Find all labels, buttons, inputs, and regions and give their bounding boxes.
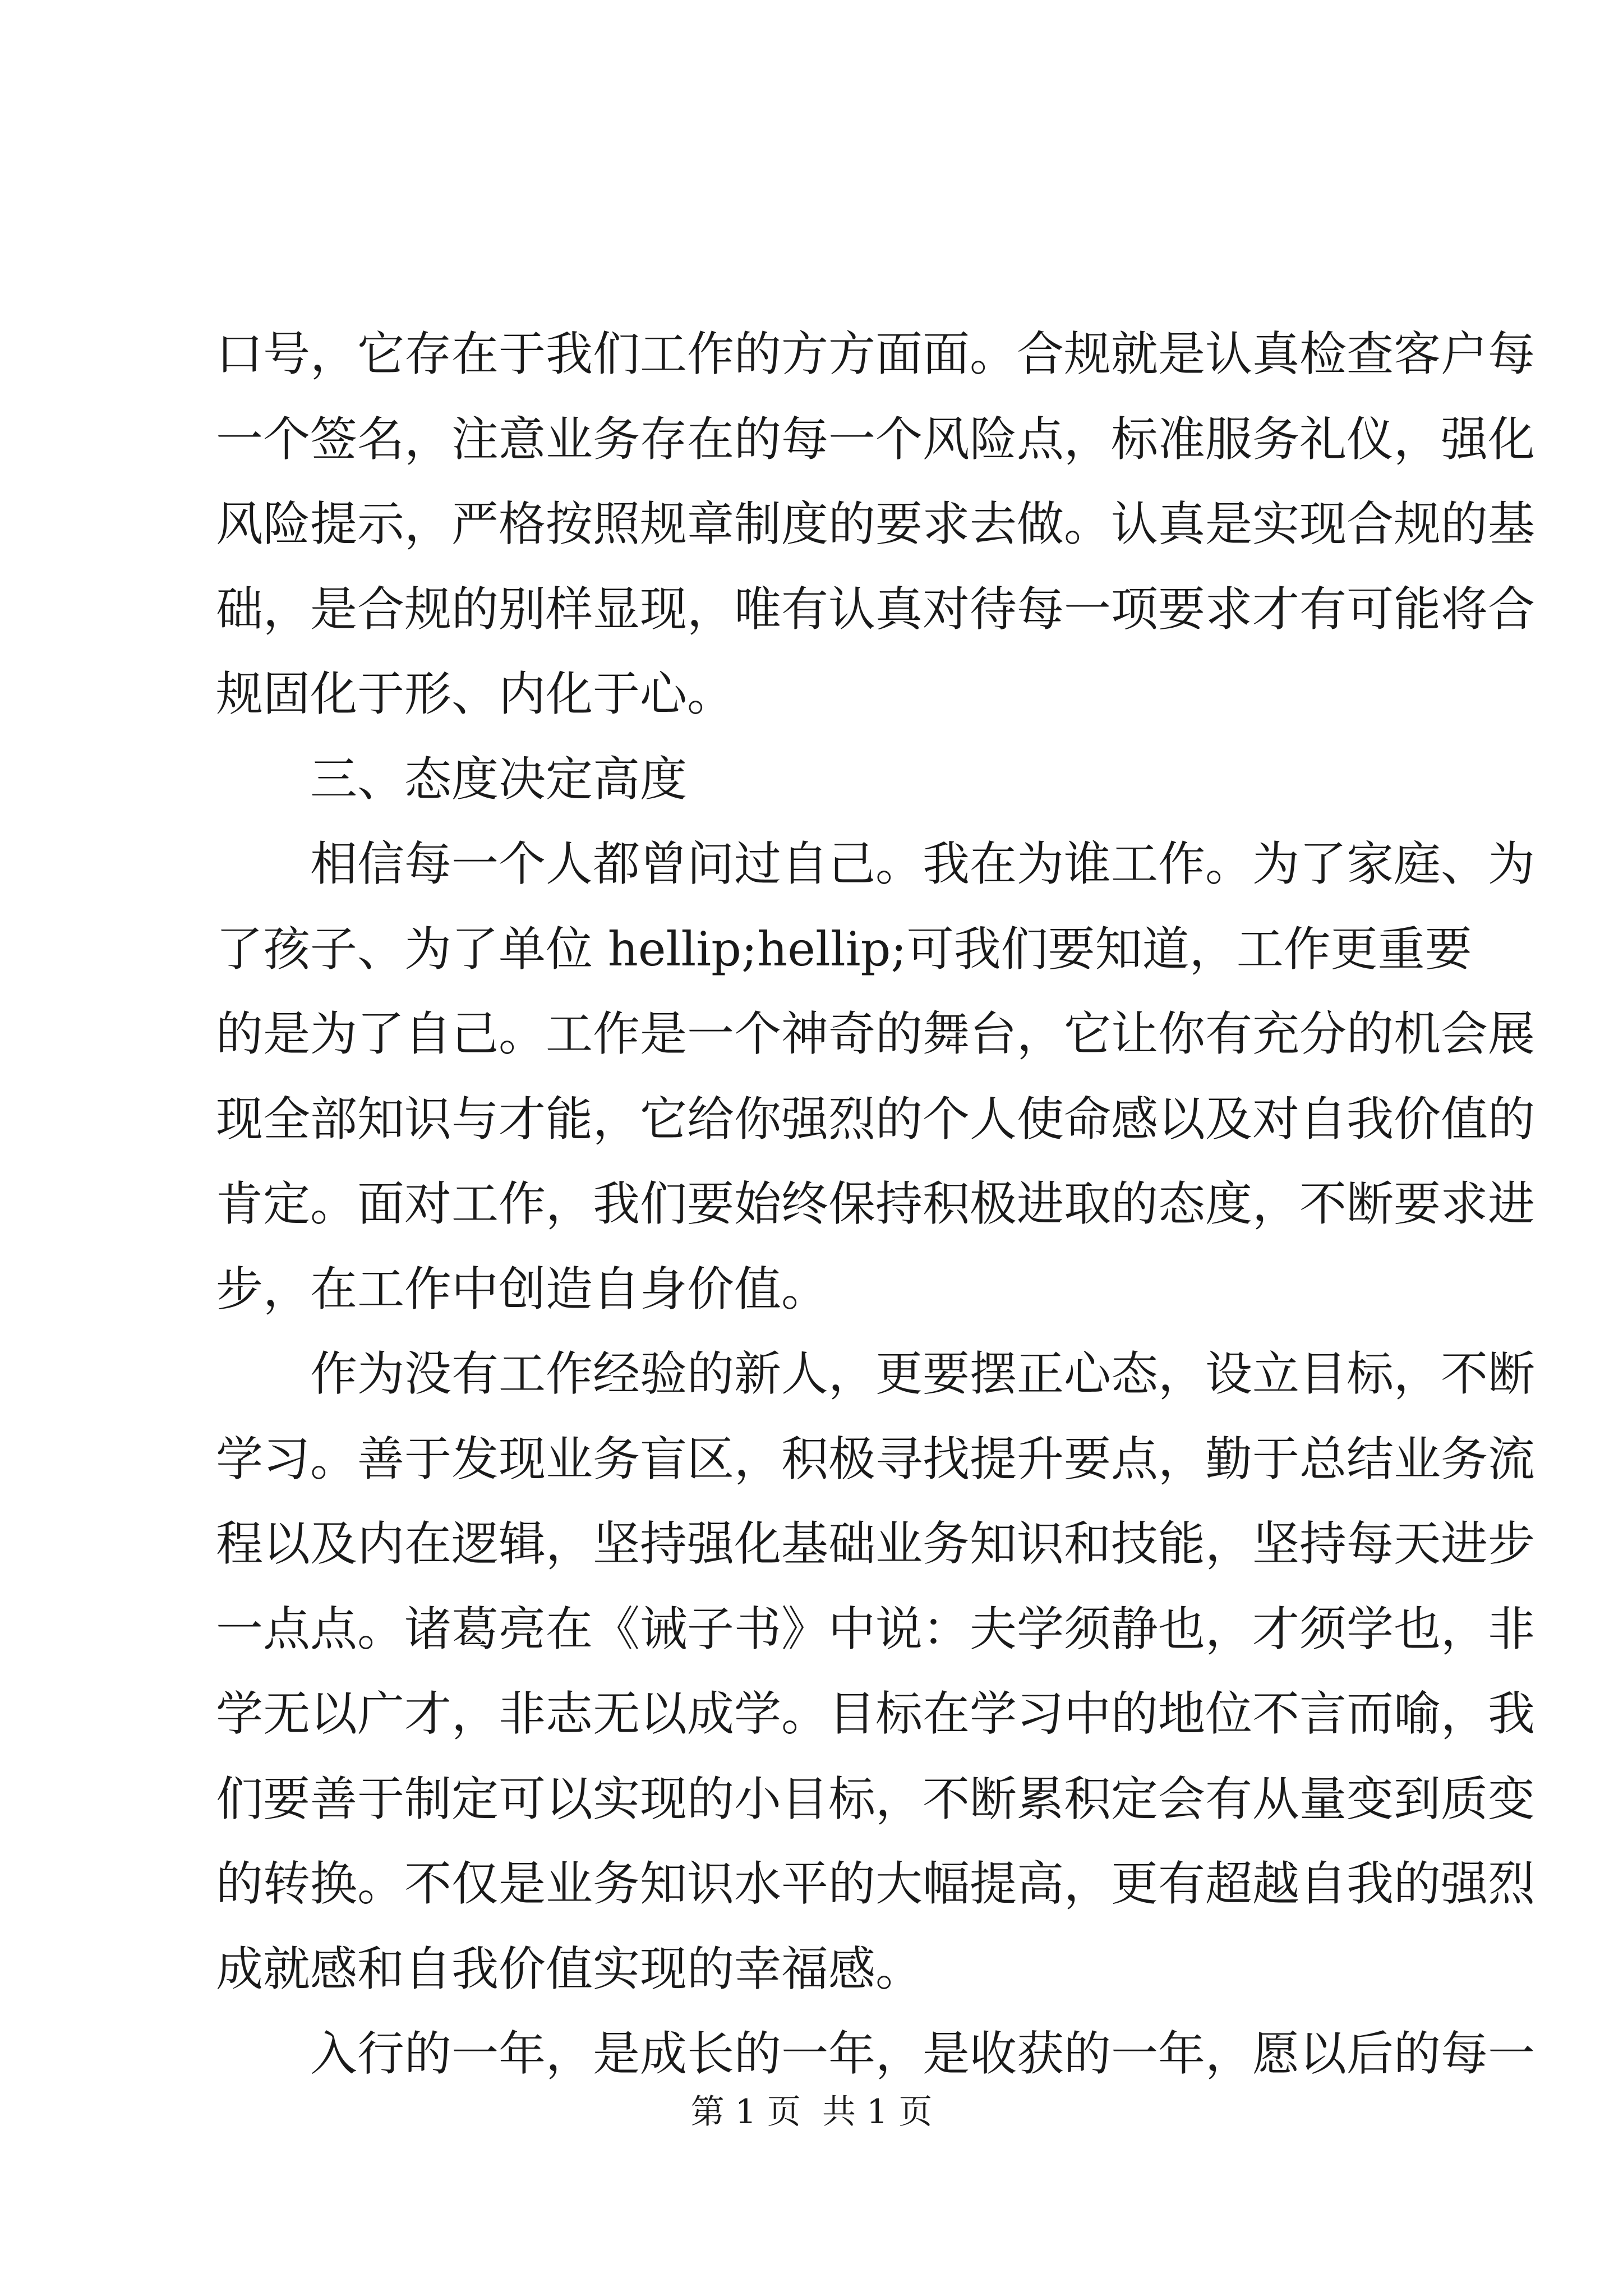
body-line: 学无以广才，非志无以成学。目标在学习中的地位不言而喻，我 [216,1686,1536,1741]
body-line: 相信每一个人都曾问过自己。我在为谁工作。为了家庭、为 [310,836,1536,891]
body-line: 步，在工作中创造自身价值。 [216,1262,829,1317]
body-line: 了孩子、为了单位 hellip;hellip;可我们要知道，工作更重要 [216,922,1472,977]
body-line: 的转换。不仅是业务知识水平的大幅提高，更有超越自我的强烈 [216,1856,1536,1911]
body-line: 入行的一年，是成长的一年，是收获的一年，愿以后的每一 [310,2026,1536,2081]
body-line: 现全部知识与才能，它给你强烈的个人使命感以及对自我价值的 [216,1092,1536,1147]
body-line: 学习。善于发现业务盲区，积极寻找提升要点，勤于总结业务流 [216,1432,1536,1487]
body-line: 一个签名，注意业务存在的每一个风险点，标准服务礼仪，强化 [216,412,1536,467]
page-number-footer: 第 1 页 共 1 页 [690,2092,933,2132]
section-heading: 三、态度决定高度 [310,752,688,807]
body-line: 肯定。面对工作，我们要始终保持积极进取的态度，不断要求进 [216,1176,1536,1231]
body-line: 础，是合规的别样显现，唯有认真对待每一项要求才有可能将合 [216,582,1536,637]
body-line: 的是为了自己。工作是一个神奇的舞台，它让你有充分的机会展 [216,1006,1536,1061]
body-line: 风险提示，严格按照规章制度的要求去做。认真是实现合规的基 [216,496,1536,551]
body-line: 一点点。诸葛亮在《诫子书》中说：夫学须静也，才须学也，非 [216,1602,1536,1657]
body-line: 们要善于制定可以实现的小目标，不断累积定会有从量变到质变 [216,1772,1536,1826]
body-line: 程以及内在逻辑，坚持强化基础业务知识和技能，坚持每天进步 [216,1516,1536,1571]
body-line: 口号，它存在于我们工作的方方面面。合规就是认真检查客户每 [216,326,1536,381]
body-line: 规固化于形、内化于心。 [216,666,735,721]
body-line: 成就感和自我价值实现的幸福感。 [216,1941,923,1996]
body-line: 作为没有工作经验的新人，更要摆正心态，设立目标，不断 [310,1346,1536,1401]
